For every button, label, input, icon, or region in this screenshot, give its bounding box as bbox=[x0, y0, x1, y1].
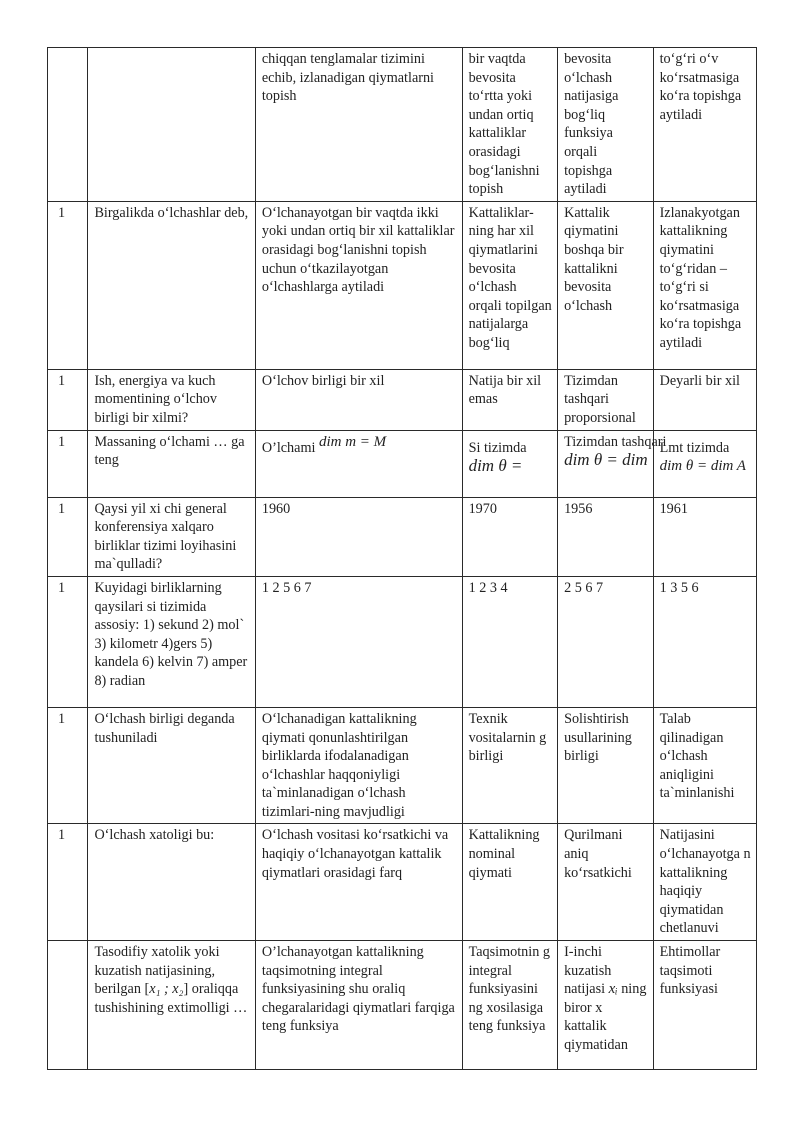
table-row bbox=[48, 824, 757, 941]
row-number: 1 bbox=[48, 824, 88, 941]
answer-a-cell: 1 2 5 6 7 bbox=[255, 576, 462, 707]
answer-a-cell: O‘lchash vositasi ko‘rsatkichi va haqiqiy o‘lchanayotgan kattalik qiymatlari orasidagi farq bbox=[255, 824, 462, 941]
table-row bbox=[48, 941, 757, 1070]
answer-a-text: O’lchami bbox=[261, 439, 316, 456]
mass-dimension-formula: dim m = M bbox=[318, 433, 387, 450]
answer-d-cell: Deyarli bir xil bbox=[653, 369, 756, 430]
question-cell bbox=[88, 941, 255, 1070]
question-cell: O‘lchash xatoligi bu: bbox=[88, 824, 255, 941]
questions-table bbox=[47, 47, 757, 1070]
row-number bbox=[48, 48, 88, 202]
answer-d-text: Lmt tizimda bbox=[659, 439, 730, 456]
table-row bbox=[48, 707, 757, 824]
question-cell: Qaysi yil xi chi general konferensiya xalqaro birliklar tizimi loyihasini ma`qulladi? bbox=[88, 497, 255, 576]
answer-b-cell: Kattaliklar-ning har xil qiymatlarini bevosita o‘lchash orqali topilgan natijalarga bog‘liq bbox=[462, 201, 558, 369]
answer-d-cell bbox=[653, 430, 756, 497]
lmt-dimension-formula: dim θ = dim A bbox=[659, 458, 746, 475]
answer-d-cell: 1 3 5 6 bbox=[653, 576, 756, 707]
answer-b-text: Si tizimda bbox=[468, 439, 527, 456]
row-number bbox=[48, 941, 88, 1070]
answer-d-cell: to‘g‘ri o‘v ko‘rsatmasiga ko‘ra topishga aytiladi bbox=[653, 48, 756, 202]
answer-d-cell: Natijasini o‘lchanayotga n kattalikning haqiqiy qiymatidan chetlanuvi bbox=[653, 824, 756, 941]
table-row bbox=[48, 369, 757, 430]
answer-c-cell: Qurilmani aniq ko‘rsatkichi bbox=[558, 824, 654, 941]
row-number: 1 bbox=[48, 430, 88, 497]
answer-b-cell: Taqsimotnin g integral funksiyasini ng xosilasiga teng funksiya bbox=[462, 941, 558, 1070]
answer-b-cell: bir vaqtda bevosita to‘rtta yoki undan ortiq kattaliklar orasidagi bog‘lanishni topish bbox=[462, 48, 558, 202]
observation-formula: xᵢ bbox=[608, 981, 618, 998]
question-cell bbox=[88, 48, 255, 202]
answer-c-text-start: I-inchi kuzatish natijasi bbox=[564, 944, 612, 998]
table-row bbox=[48, 430, 757, 497]
table-row bbox=[48, 576, 757, 707]
row-number: 1 bbox=[48, 576, 88, 707]
answer-b-cell: 1 2 3 4 bbox=[462, 576, 558, 707]
answer-b-cell bbox=[462, 430, 558, 497]
answer-b-cell: Kattalikning nominal qiymati bbox=[462, 824, 558, 941]
answer-c-cell: Tizimdan tashqari proporsional bbox=[558, 369, 654, 430]
answer-a-cell: O‘lchanayotgan bir vaqtda ikki yoki undan ortiq bir xil kattaliklar orasidagi bog‘lanishni topish uchun o‘tkazilayotgan o‘lchashlarga aytiladi bbox=[255, 201, 462, 369]
si-dimension-formula: dim θ = bbox=[468, 456, 523, 476]
question-cell: Ish, energiya va kuch momentining o‘lchov birligi bir xilmi? bbox=[88, 369, 255, 430]
row-number: 1 bbox=[48, 497, 88, 576]
answer-d-cell: Ehtimollar taqsimoti funksiyasi bbox=[653, 941, 756, 1070]
answer-a-cell: 1960 bbox=[255, 497, 462, 576]
answer-a-cell: O’lchanayotgan kattalikning taqsimotning integral funksiyasining shu oraliq chegaralaridagi qiymatlari farqiga teng funksiya bbox=[255, 941, 462, 1070]
row-number: 1 bbox=[48, 201, 88, 369]
question-cell: Kuyidagi birliklarning qaysilari si tizimida assosiy: 1) sekund 2) mol` 3) kilometr 4)gers 5) kandela 6) kelvin 7) amper 8) radian bbox=[88, 576, 255, 707]
question-text-start: Tasodifiy xatolik yoki kuzatish natijasining, berilgan [ bbox=[94, 944, 220, 998]
answer-c-cell: 2 5 6 7 bbox=[558, 576, 654, 707]
answer-b-cell: Texnik vositalarnin g birligi bbox=[462, 707, 558, 824]
non-system-dimension-formula: dim θ = dim bbox=[564, 450, 648, 470]
answer-b-cell: 1970 bbox=[462, 497, 558, 576]
table-row bbox=[48, 201, 757, 369]
answer-c-cell bbox=[558, 941, 654, 1070]
row-number: 1 bbox=[48, 369, 88, 430]
answer-c-text: Tizimdan tashqari bbox=[564, 433, 667, 450]
answer-c-cell: 1956 bbox=[558, 497, 654, 576]
answer-c-cell: Solishtirish usullarining birligi bbox=[558, 707, 654, 824]
answer-a-cell bbox=[255, 430, 462, 497]
table-row bbox=[48, 497, 757, 576]
interval-formula: x₁ ; x₂ bbox=[149, 981, 184, 998]
row-number: 1 bbox=[48, 707, 88, 824]
answer-d-cell: 1961 bbox=[653, 497, 756, 576]
answer-a-cell: O‘lchov birligi bir xil bbox=[255, 369, 462, 430]
question-cell: Birgalikda o‘lchashlar deb, bbox=[88, 201, 255, 369]
answer-c-cell bbox=[558, 430, 667, 497]
question-text-end: ] oraliqqa tushishining extimolligi … bbox=[94, 981, 248, 1016]
answer-c-cell: Kattalik qiymatini boshqa bir kattalikni bevosita o‘lchash bbox=[558, 201, 654, 369]
answer-c-text-end: ning biror x kattalik qiymatidan bbox=[564, 981, 647, 1053]
answer-a-cell: chiqqan tenglamalar tizimini echib, izlanadigan qiymatlarni topish bbox=[255, 48, 462, 202]
answer-b-cell: Natija bir xil emas bbox=[462, 369, 558, 430]
answer-a-cell: O‘lchanadigan kattalikning qiymati qonunlashtirilgan birliklarda ifodalanadigan o‘lchashlar haqqoniyligi ta`minlanadigan o‘lchash tizimlari-ning mavjudligi bbox=[255, 707, 462, 824]
answer-c-cell: bevosita o‘lchash natijasiga bog‘liq funksiya orqali topishga aytiladi bbox=[558, 48, 654, 202]
table-row bbox=[48, 48, 757, 202]
answer-d-cell: Izlanakyotgan kattalikning qiymatini to‘g‘ridan – to‘g‘ri si ko‘rsatmasiga ko‘ra topishga aytiladi bbox=[653, 201, 756, 369]
question-cell: Massaning o‘lchami … ga teng bbox=[88, 430, 255, 497]
answer-d-cell: Talab qilinadigan o‘lchash aniqligini ta`minlanishi bbox=[653, 707, 756, 824]
question-cell: O‘lchash birligi deganda tushuniladi bbox=[88, 707, 255, 824]
